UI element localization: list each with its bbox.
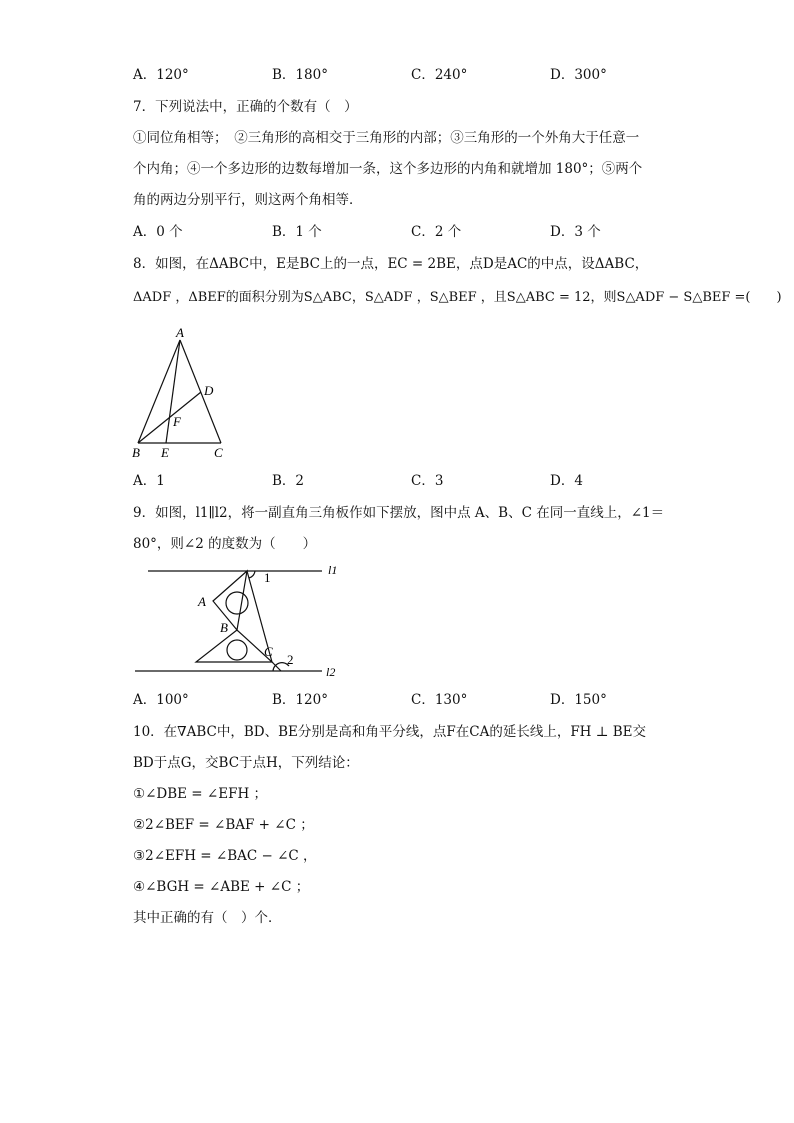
q9-label-c: C bbox=[264, 644, 273, 659]
q10-conclusion-2: ②2∠BEF = ∠BAF + ∠C ； bbox=[133, 817, 314, 833]
q7-body-line-1: ①同位角相等； ②三角形的高相交于三角形的内部；③三角形的一个外角大于任意一 bbox=[133, 130, 640, 146]
q10-stem-line-1: 10．在∇ABC中，BD、BE分别是高和角平分线，点F在CA的延长线上，FH ⊥ BE交 bbox=[133, 724, 647, 740]
q7-stem: 7．下列说法中，正确的个数有（ ） bbox=[133, 99, 358, 115]
q8-option-d: D．4 bbox=[550, 473, 583, 489]
q10-conclusion-3: ③2∠EFH = ∠BAC − ∠C ， bbox=[133, 848, 317, 864]
q9-label-b: B bbox=[220, 620, 228, 635]
q7-option-d: D．3 个 bbox=[550, 224, 601, 240]
q9-option-a: A．100° bbox=[133, 692, 189, 708]
q8-option-a: A．1 bbox=[133, 473, 165, 489]
q8-label-e: E bbox=[161, 445, 169, 460]
q7-option-c: C．2 个 bbox=[411, 224, 462, 240]
q9-option-c: C．130° bbox=[411, 692, 468, 708]
q6-option-c: C．240° bbox=[411, 67, 468, 83]
q9-label-l2: l2 bbox=[326, 665, 336, 679]
q10-stem-line-2: BD于点G，交BC于点H，下列结论： bbox=[133, 755, 359, 771]
q8-label-d: D bbox=[204, 383, 214, 398]
q8-label-a: A bbox=[176, 325, 184, 340]
q6-option-b: B．180° bbox=[272, 67, 328, 83]
q9-label-a: A bbox=[198, 594, 206, 609]
q7-option-b: B．1 个 bbox=[272, 224, 322, 240]
q9-stem-line-2: 80°，则∠2 的度数为（ ） bbox=[133, 536, 317, 552]
q8-label-f: F bbox=[173, 414, 181, 429]
q9-angle-2-label: 2 bbox=[287, 652, 294, 667]
q8-option-b: B．2 bbox=[272, 473, 305, 489]
q10-closing: 其中正确的有（ ）个． bbox=[133, 910, 282, 926]
q7-body-line-3: 角的两边分别平行，则这两个角相等． bbox=[133, 192, 363, 208]
q9-label-l1: l1 bbox=[328, 563, 338, 577]
q7-body-line-2: 个内角；④一个多边形的边数每增加一条，这个多边形的内角和就增加 180°；⑤两个 bbox=[133, 161, 643, 177]
q8-option-c: C．3 bbox=[411, 473, 444, 489]
q8-label-c: C bbox=[214, 445, 223, 460]
q9-option-b: B．120° bbox=[272, 692, 328, 708]
q8-stem-line-2: ΔADF ，ΔBEF的面积分别为S△ABC，S△ADF ，S△BEF ，且S△ABC = 12，则S△ADF − S△BEF =( ) bbox=[133, 290, 782, 305]
q6-option-d: D．300° bbox=[550, 67, 607, 83]
q10-conclusion-4: ④∠BGH = ∠ABE + ∠C ； bbox=[133, 879, 310, 895]
q7-option-a: A．0 个 bbox=[133, 224, 183, 240]
q8-label-b: B bbox=[132, 445, 140, 460]
q10-conclusion-1: ①∠DBE = ∠EFH ； bbox=[133, 786, 268, 802]
q8-triangle-figure bbox=[128, 322, 238, 464]
q9-set-square-figure bbox=[130, 558, 360, 686]
q8-stem-line-1: 8．如图，在ΔABC中，E是BC上的一点，EC = 2BE，点D是AC的中点，设ΔABC， bbox=[133, 256, 649, 272]
q9-option-d: D．150° bbox=[550, 692, 607, 708]
q9-angle-1-label: 1 bbox=[264, 570, 271, 585]
q6-option-a: A．120° bbox=[133, 67, 189, 83]
q9-stem-line-1: 9．如图，l1∥l2，将一副直角三角板作如下摆放，图中点 A、B、C 在同一直线上，∠1＝ bbox=[133, 505, 665, 521]
